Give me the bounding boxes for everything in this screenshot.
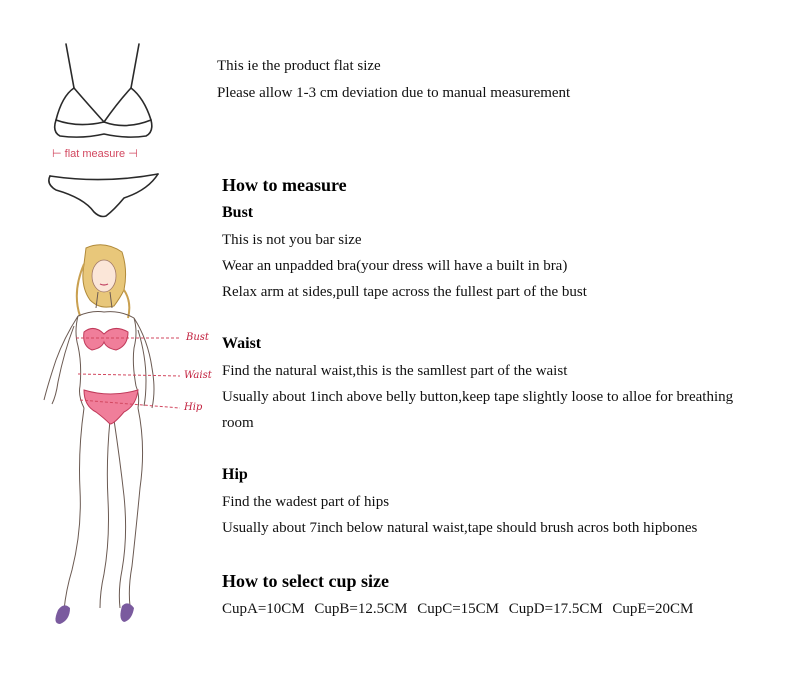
hip-line-2: Usually about 7inch below natural waist,tape should brush acros both hipbones — [222, 520, 698, 536]
bust-line-2: Wear an unpadded bra(your dress will have a built in bra) — [222, 258, 568, 274]
hip-heading: Hip — [222, 466, 248, 483]
how-to-measure-title: How to measure — [222, 175, 347, 195]
flat-measure-left-marker: ⊢ — [52, 148, 65, 160]
waist-tag: Waist — [184, 370, 212, 381]
bikini-bottom-illustration — [44, 168, 164, 222]
waist-line-3: room — [222, 415, 254, 431]
waist-line-1: Find the natural waist,this is the samllest part of the waist — [222, 363, 568, 379]
cup-size-d: CupD=17.5CM — [508, 601, 603, 617]
flat-measure-label — [52, 147, 138, 160]
cup-size-a: CupA=10CM — [222, 601, 305, 617]
bust-heading: Bust — [222, 204, 254, 221]
intro-flat-size-text: This ie the product flat size — [217, 58, 381, 74]
hip-tag: Hip — [184, 402, 203, 413]
flat-measure-right-marker: ⊣ — [125, 148, 138, 160]
bust-line-3: Relax arm at sides,pull tape across the fullest part of the bust — [222, 284, 587, 300]
cup-size-title: How to select cup size — [222, 571, 389, 591]
bust-tag: Bust — [186, 332, 209, 343]
cup-size-b: CupB=12.5CM — [314, 601, 408, 617]
body-figure-illustration — [28, 240, 218, 630]
waist-line-2: Usually about 1inch above belly button,keep tape slightly loose to alloe for breathing — [222, 389, 734, 405]
hip-line-1: Find the wadest part of hips — [222, 494, 390, 510]
cup-size-c: CupC=15CM — [417, 601, 500, 617]
cup-size-e: CupE=20CM — [612, 601, 694, 617]
waist-heading: Waist — [222, 335, 262, 352]
cup-size-row — [222, 600, 693, 618]
bust-line-1: This is not you bar size — [222, 232, 362, 248]
intro-deviation-text: Please allow 1-3 cm deviation due to manual measurement — [217, 85, 571, 101]
bikini-top-illustration — [38, 40, 178, 145]
flat-measure-text: flat measure — [64, 148, 126, 160]
